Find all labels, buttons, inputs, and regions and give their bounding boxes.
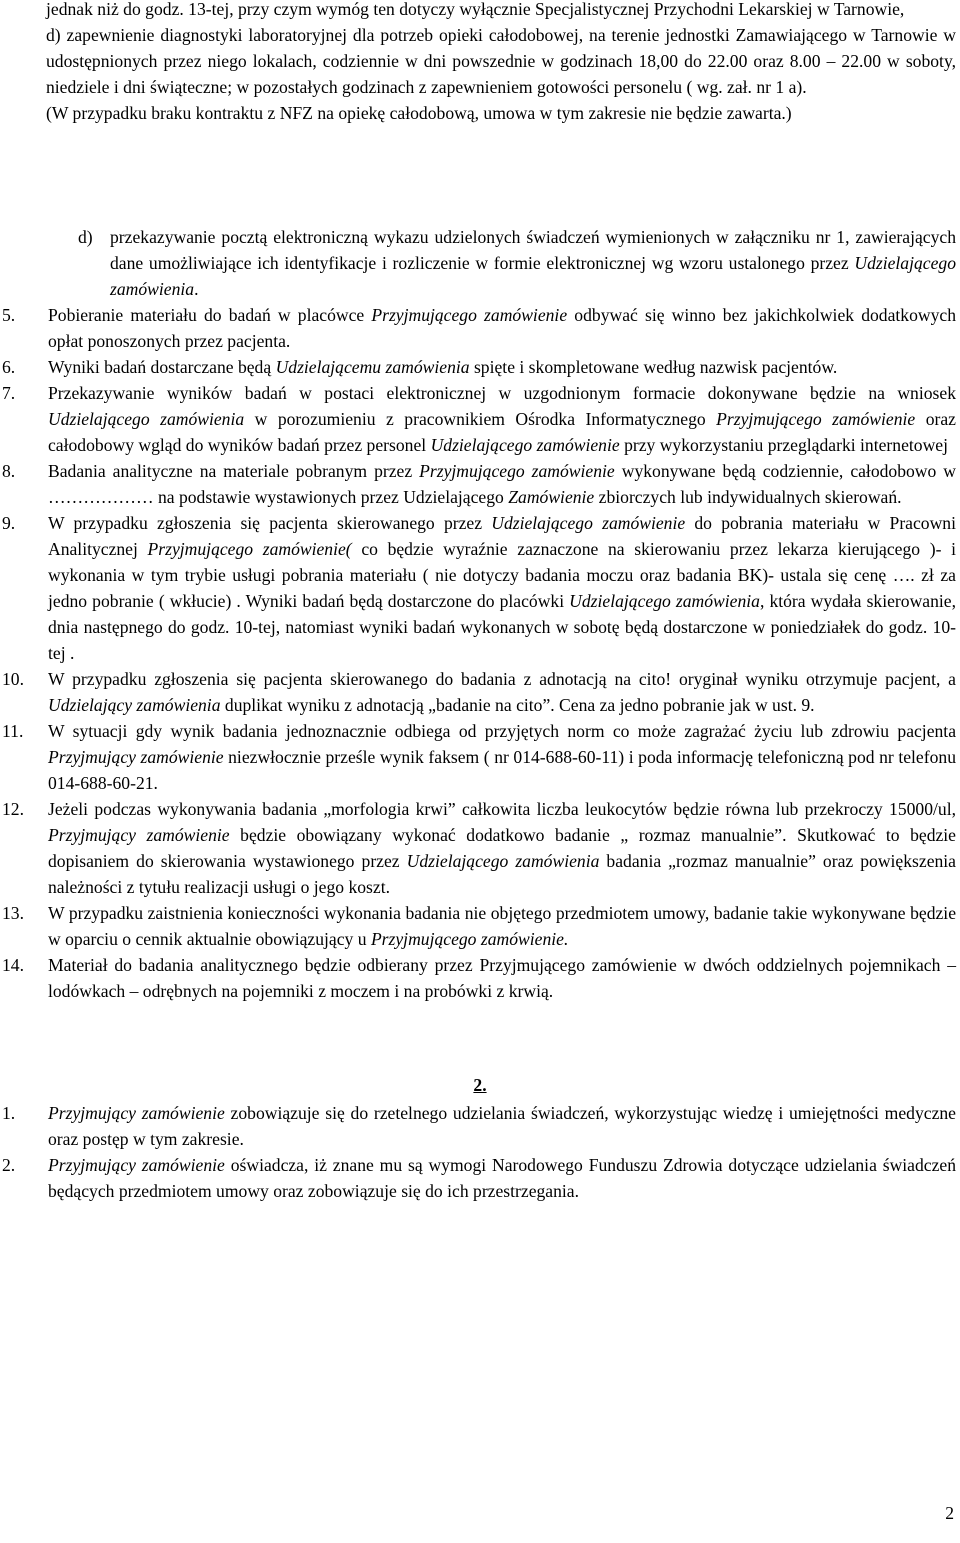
list-item-12: [0, 796, 956, 900]
list-item-text: W przypadku zgłoszenia się pacjenta skierowanego do badania z adnotacją na cito! oryginał wyniku otrzymuje pacjent, a Udzielający zamówienia duplikat wyniku z adnotacją „badanie na cito”. Cena za jedno pobranie jak w ust. 9.: [48, 669, 956, 715]
list-item-text: W przypadku zgłoszenia się pacjenta skierowanego przez Udzielającego zamówienie do pobrania materiału w Pracowni Analitycznej Przyjmującego zamówienie( co będzie wyraźnie zaznaczone na skierowaniu przez lekarza kierującego )- i wykonania w tym trybie usługi pobrania materiału ( nie dotyczy badania moczu oraz badania BK)- ustala się cenę …. zł za jedno pobranie ( wkłucie) . Wyniki badań będą dostarczone do placówki Udzielającego zamówienia, która wydała skierowanie, dnia następnego do godz. 10-tej, natomiast wyniki badań wykonanych w sobotę będą dostarczone w poniedziałek do godz. 10-tej .: [48, 513, 956, 663]
list-item-number: 5.: [2, 305, 16, 325]
list-item-text: W przypadku zaistnienia konieczności wykonania badania nie objętego przedmiotem umowy, badanie takie wykonywane będzie w oparciu o cennik aktualnie obowiązujący u Przyjmującego zamówienie.: [48, 903, 956, 949]
paragraph-item-d-24h: d) zapewnienie diagnostyki laboratoryjnej dla potrzeb opieki całodobowej, na terenie jednostki Zamawiającego w Tarnowie w udostępnionych przez niego lokalach, codziennie w dni powszednie w godzinach 18,00 do 22.00 oraz 8.00 – 22.00 w soboty, niedziele i dni świąteczne; w pozostałych godzinach z zapewnieniem gotowości personelu ( wg. zał. nr 1 a).: [46, 25, 956, 97]
section-item-1: [0, 1100, 956, 1152]
list-item-text: Jeżeli podczas wykonywania badania „morfologia krwi” całkowita liczba leukocytów będzie równa lub przekroczy 15000/ul, Przyjmujący zamówienie będzie obowiązany wykonać dodatkowo badanie „ rozmaz manualnie”. Skutkować to będzie dopisaniem do skierowania wystawionego przez Udzielającego zamówienia badania „rozmaz manualnie” oraz powiększenia należności z tytułu realizacji usługi o jego koszt.: [48, 799, 956, 897]
list-item-11: [0, 718, 956, 796]
main-list: [0, 224, 960, 1204]
sub-item-d: [78, 224, 956, 302]
top-block: [46, 0, 956, 126]
list-item-text: Przyjmujący zamówienie oświadcza, iż znane mu są wymogi Narodowego Funduszu Zdrowia dotyczące udzielania świadczeń będących przedmiotem umowy oraz zobowiązuje się do ich przestrzegania.: [48, 1155, 956, 1201]
list-item-number: 2.: [2, 1155, 16, 1175]
list-item-13: [0, 900, 956, 952]
paragraph-continuation: jednak niż do godz. 13-tej, przy czym wymóg ten dotyczy wyłącznie Specjalistycznej Przychodni Lekarskiej w Tarnowie,: [46, 0, 905, 19]
list-item-5: [0, 302, 956, 354]
list-item-text: Badania analityczne na materiale pobranym przez Przyjmującego zamówienie wykonywane będą codziennie, całodobowo w ……………… na podstawie wystawionych przez Udzielającego Zamówienie zbiorczych lub indywidualnych skierowań.: [48, 461, 957, 507]
list-item-10: [0, 666, 956, 718]
list-item-number: 10.: [2, 669, 24, 689]
list-item-number: 6.: [2, 357, 16, 377]
list-item-number: 8.: [2, 461, 16, 481]
section-item-2: [0, 1152, 956, 1204]
section-heading: 2.: [473, 1075, 487, 1095]
list-item-number: 12.: [2, 799, 24, 819]
list-item-number: 14.: [2, 955, 24, 975]
list-item-text: Wyniki badań dostarczane będą Udzielającemu zamówienia spięte i skompletowane według nazwisk pacjentów.: [48, 357, 838, 377]
page-number: 2: [945, 1503, 954, 1523]
list-item-number: 13.: [2, 903, 24, 923]
list-item-text: Przyjmujący zamówienie zobowiązuje się do rzetelnego udzielania świadczeń, wykorzystując wiedzę i umiejętności medyczne oraz postęp w tym zakresie.: [48, 1103, 956, 1149]
sub-item-text: przekazywanie pocztą elektroniczną wykazu udzielonych świadczeń wymienionych w załączniku nr 1, zawierających dane umożliwiające ich identyfikacje i rozliczenie w formie elektronicznej wg wzoru ustalonego przez Udzielającego zamówienia.: [110, 227, 956, 299]
list-item-text: W sytuacji gdy wynik badania jednoznacznie odbiega od przyjętych norm co może zagrażać życiu lub zdrowiu pacjenta Przyjmujący zamówienie niezwłocznie prześle wynik faksem ( nr 014-688-60-11) i poda informację telefoniczną pod nr telefonu 014-688-60-21.: [48, 721, 956, 793]
list-item-number: 1.: [2, 1103, 16, 1123]
list-item-text: Przekazywanie wyników badań w postaci elektronicznej w uzgodnionym formacie dokonywane będzie na wniosek Udzielającego zamówienia w porozumieniu z pracownikiem Ośrodka Informatycznego Przyjmującego zamówienie oraz całodobowy wgląd do wyników badań przez personel Udzielającego zamówienie przy wykorzystaniu przeglądarki internetowej: [48, 383, 956, 455]
list-item-9: [0, 510, 956, 666]
list-item-number: 11.: [2, 721, 24, 741]
paragraph-nfz-note: (W przypadku braku kontraktu z NFZ na opiekę całodobową, umowa w tym zakresie nie będzie zawarta.): [46, 103, 792, 123]
sub-item-label: d): [78, 227, 93, 247]
list-item-number: 7.: [2, 383, 16, 403]
list-item-text: Pobieranie materiału do badań w placówce Przyjmującego zamówienie odbywać się winno bez jakichkolwiek dodatkowych opłat ponoszonych przez pacjenta.: [48, 305, 957, 351]
list-item-6: [0, 354, 956, 380]
list-item-8: [0, 458, 956, 510]
list-item-text: Materiał do badania analitycznego będzie odbierany przez Przyjmującego zamówienie w dwóch oddzielnych pojemnikach – lodówkach – odrębnych na pojemniki z moczem i na probówki z krwią.: [48, 955, 956, 1001]
list-item-14: [0, 952, 956, 1004]
list-item-number: 9.: [2, 513, 16, 533]
list-item-7: [0, 380, 956, 458]
